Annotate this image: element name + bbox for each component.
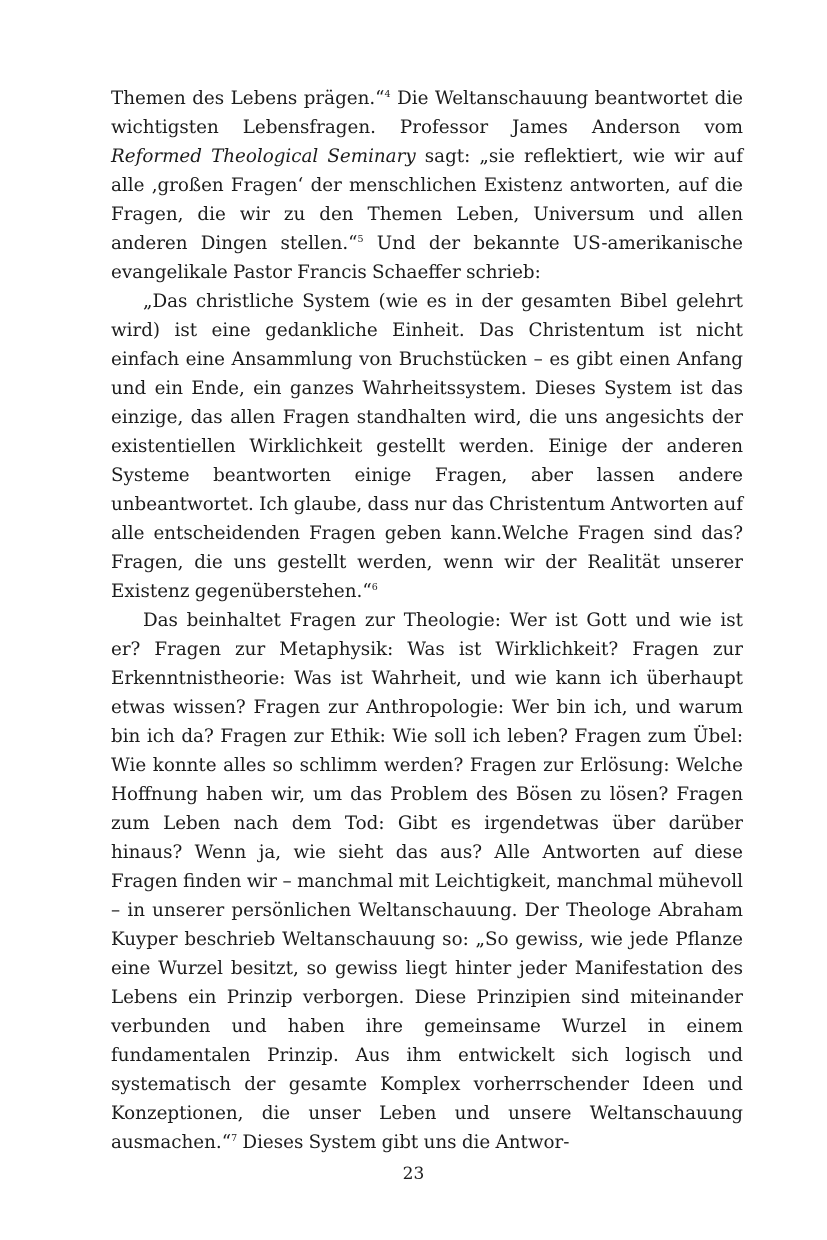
page-number: 23: [402, 1164, 425, 1184]
text-run: sagt: „sie reflektiert, wie wir auf alle ‚großen Fragen‘ der menschlichen Existenz antworten, auf die Fragen, die wir zu den Themen Leben, Universum und allen anderen Dingen stellen.“: [111, 146, 743, 254]
paragraph: [111, 606, 743, 1157]
text-run: Das beinhaltet Fragen zur Theologie: Wer ist Gott und wie ist er? Fragen zur Metaphysik: Was ist Wirklichkeit? Fragen zur Erkenntnistheorie: Was ist Wahrheit, und wie kann ich überhaupt etwas wissen? Fragen zur Anthropologie: Wer bin ich, und warum bin ich da? Fragen zur Ethik: Wie soll ich leben? Fragen zum Übel: Wie konnte alles so schlimm werden? Fragen zur Erlösung: Welche Hoffnung haben wir, um das Problem des Bösen zu lösen? Fragen zum Leben nach dem Tod: Gibt es irgendetwas über darüber hinaus? Wenn ja, wie sieht das aus? Alle Antworten auf diese Fragen finden wir – manchmal mit Leichtigkeit, manchmal mühevoll – in unserer persönlichen Weltanschauung. Der Theologe Abraham Kuyper beschrieb Weltanschauung so: „So gewiss, wie jede Pflanze eine Wurzel besitzt, so gewiss liegt hinter jeder Manifestation des Lebens ein Prinzip verborgen. Diese Prinzipien sind miteinander verbunden und haben ihre gemeinsame Wurzel in einem fundamentalen Prinzip. Aus ihm entwickelt sich logisch und systematisch der gesamte Komplex vorherrschender Ideen und Konzeptionen, die unser Leben und unsere Weltanschauung ausmachen.“: [111, 610, 743, 1153]
block-quote-paragraph: [111, 287, 743, 606]
footnote-marker: 5: [357, 233, 364, 245]
text-run: Die Weltanschauung beantwortet die wichtigsten Lebensfragen. Professor James Anderson vom: [111, 88, 743, 138]
footnote-marker: 4: [384, 88, 391, 100]
text-run: Themen des Lebens prägen.“: [111, 88, 385, 109]
seminary-name: Reformed Theological Seminary: [111, 146, 416, 167]
text-run: Und der bekannte US-amerikanische evangelikale Pastor Francis Schaeffer schrieb:: [111, 233, 743, 283]
footnote-marker: 6: [371, 581, 378, 593]
paragraph: [111, 84, 743, 287]
text-run: Dieses System gibt uns die Antwor-: [237, 1132, 570, 1153]
body-text: [111, 84, 743, 1157]
text-run: „Das christliche System (wie es in der gesamten Bibel gelehrt wird) ist eine gedankliche Einheit. Das Christentum ist nicht einfach eine Ansammlung von Bruchstücken – es gibt einen Anfang und ein Ende, ein ganzes Wahrheitssystem. Dieses System ist das einzige, das allen Fragen standhalten wird, die uns angesichts der existentiellen Wirklichkeit gestellt werden. Einige der anderen Systeme beantworten einige Fragen, aber lassen andere unbeantwortet. Ich glaube, dass nur das Christentum Antworten auf alle entscheidenden Fragen geben kann.Welche Fragen sind das? Fragen, die uns gestellt werden, wenn wir der Realität unserer Existenz gegenüberstehen.“: [111, 291, 743, 602]
footnote-marker: 7: [231, 1132, 238, 1144]
